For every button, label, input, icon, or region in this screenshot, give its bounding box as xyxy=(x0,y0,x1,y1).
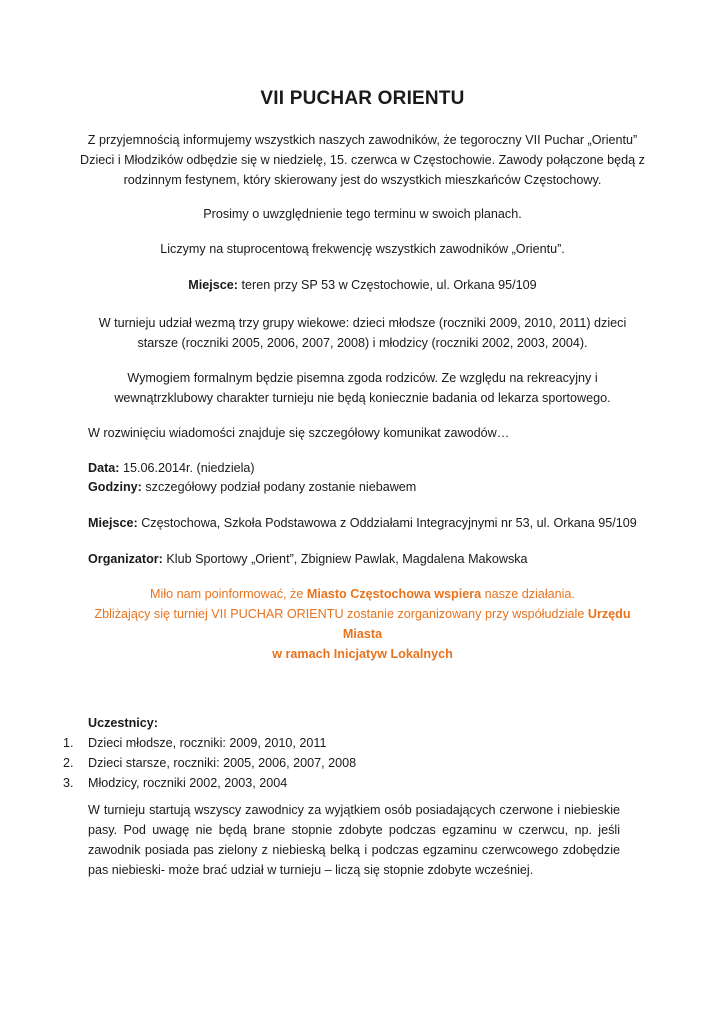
list-number: 2. xyxy=(63,756,74,770)
list-text: Młodzicy, roczniki 2002, 2003, 2004 xyxy=(88,776,288,790)
venue-value: Częstochowa, Szkoła Podstawowa z Oddziałami Integracyjnymi nr 53, ul. Orkana 95/109 xyxy=(137,516,637,530)
hours-value: szczegółowy podział podany zostanie niebawem xyxy=(141,480,417,494)
participants-list xyxy=(63,733,356,793)
list-number: 1. xyxy=(63,736,74,750)
sponsor-line-3 xyxy=(80,644,645,664)
organizer-line xyxy=(88,549,648,569)
details-intro: W rozwinięciu wiadomości znajduje się szczegółowy komunikat zawodów… xyxy=(88,426,510,440)
list-text: Dzieci młodsze, roczniki: 2009, 2010, 2011 xyxy=(88,736,327,750)
list-number: 3. xyxy=(63,776,74,790)
sponsor-tournament-text: Zbliżający się turniej VII PUCHAR ORIENTU zostanie zorganizowany przy współudziale xyxy=(94,607,588,621)
sponsor-office-bold: Urzędu Miasta xyxy=(342,607,631,641)
place-value: teren przy SP 53 w Częstochowie, ul. Orkana 95/109 xyxy=(238,278,537,292)
date-line xyxy=(88,458,648,478)
sponsor-initiative-bold: w ramach Inicjatyw Lokalnych xyxy=(272,647,453,661)
date-label: Data: xyxy=(88,461,120,475)
sponsor-text-end: nasze działania. xyxy=(481,587,575,601)
sponsor-paragraph xyxy=(80,584,645,664)
groups-paragraph: W turnieju udział wezmą trzy grupy wiekowe: dzieci młodsze (roczniki 2009, 2010, 2011) dzieci starsze (roczniki 2005, 2006, 2007, 2008) i młodzicy (roczniki 2002, 2003, 2004). xyxy=(98,316,627,350)
place-label: Miejsce: xyxy=(188,278,238,292)
organizer-value: Klub Sportowy „Orient”, Zbigniew Pawlak, Magdalena Makowska xyxy=(162,552,528,566)
venue-label: Miejsce: xyxy=(88,516,138,530)
belts-note-paragraph: W turnieju startują wszyscy zawodnicy za wyjątkiem osób posiadających czerwone i niebieskie pasy. Pod uwagę nie będą brane stopnie zdobyte podczas egzaminu w czerwcu, np. jeśli zawodnik posiada pas zielony z niebieską belką i podczas egzaminu czerwcowego zdobędzie pas niebieski- może brać udział w turnieju – liczą się stopnie zdobyte wcześniej. xyxy=(88,803,620,877)
sponsor-text: Miło nam poinformować, że xyxy=(150,587,307,601)
list-text: Dzieci starsze, roczniki: 2005, 2006, 2007, 2008 xyxy=(88,756,357,770)
intro-paragraph: Z przyjemnością informujemy wszystkich naszych zawodników, że tegoroczny VII Puchar „Orientu” Dzieci i Młodzików odbędzie się w niedzielę, 15. czerwca w Częstochowie. Zawody połączone będą z rodzinnym festynem, który skierowany jest do wszystkich mieszkańców Częstochowy. xyxy=(80,133,645,187)
sponsor-line-2 xyxy=(80,604,645,644)
sponsor-line-1 xyxy=(80,584,645,604)
list-item xyxy=(63,733,356,753)
request-paragraph: Prosimy o uwzględnienie tego terminu w swoich planach. xyxy=(203,207,522,221)
venue-line xyxy=(88,513,648,533)
list-item xyxy=(63,753,356,773)
hours-line xyxy=(88,477,648,497)
participants-heading-text: Uczestnicy: xyxy=(88,716,158,730)
sponsor-city-bold: Miasto Częstochowa wspiera xyxy=(306,587,482,601)
list-item xyxy=(63,773,356,793)
date-value: 15.06.2014r. (niedziela) xyxy=(119,461,255,475)
place-paragraph xyxy=(80,275,645,295)
organizer-label: Organizator: xyxy=(88,552,163,566)
attendance-paragraph: Liczymy na stuprocentową frekwencję wszystkich zawodników „Orientu”. xyxy=(160,242,565,256)
hours-label: Godziny: xyxy=(88,480,142,494)
page-title: VII PUCHAR ORIENTU xyxy=(260,88,465,109)
requirement-paragraph: Wymogiem formalnym będzie pisemna zgoda rodziców. Ze względu na rekreacyjny i wewnątrzklubowy charakter turnieju nie będą koniecznie badania od lekarza sportowego. xyxy=(114,371,611,405)
participants-heading xyxy=(88,713,648,733)
